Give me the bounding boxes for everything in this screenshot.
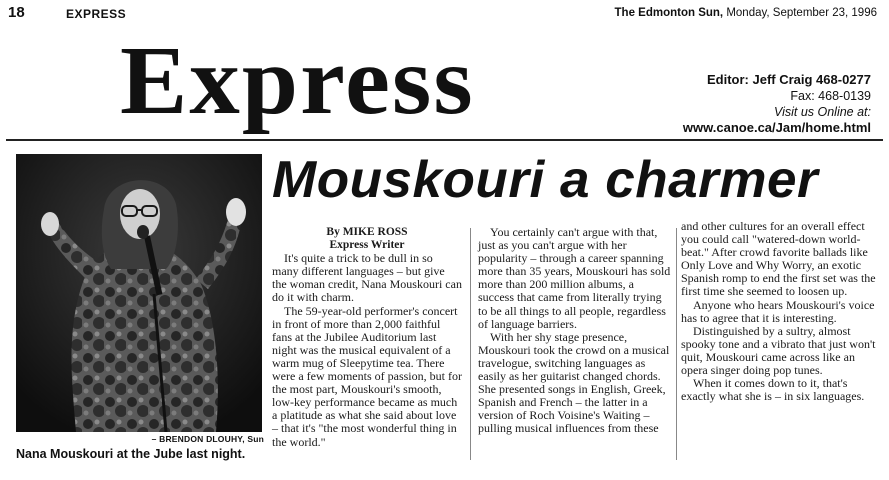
paragraph: With her shy stage presence, Mouskouri took the crowd on a musical travelogue, switching languages as easily as her guitarist changed chords. She presented songs in English, Greek, Spanish and French – the latter in a version of Roch Voisine's Waiting – pulling musical influences from these <box>478 329 670 436</box>
paragraph: You certainly can't argue with that, just as you can't argue with her popularity – through a career spanning more than 35 years, Mouskouri has sold more than 200 million albums, a success that came from literally trying to be all things to all people, regardless of language barriers. <box>478 225 671 331</box>
paragraph: The 59-year-old performer's concert in front of more than 2,000 faithful fans at the Jubilee Auditorium last night was the musical equivalent of a warm mug of Sleepytime tea. There were a few moments of passion, but for the most part, Mouskouri's smooth, low-key performance became as much a platitude as what she said about love – that it's "the most wonderful thing in the world." <box>272 303 462 449</box>
paragraph: Distinguished by a sultry, almost spooky tone and a vibrato that just won't quit, Mouskouri came across like an opera singer doing pop tunes. <box>681 323 876 378</box>
editor-contact-block <box>683 72 871 136</box>
article-column-1 <box>272 226 462 449</box>
visit-online-line: Visit us Online at: <box>773 105 871 119</box>
column-divider <box>470 228 471 460</box>
masthead-rule <box>6 139 883 141</box>
column-divider <box>676 228 677 460</box>
website-link[interactable]: www.canoe.ca/Jam/home.html <box>682 120 871 135</box>
paper-name: The Edmonton Sun, <box>614 7 724 19</box>
paragraph: It's quite a trick to be dull in so many different languages – but give the woman credit, Nana Mouskouri can do it with charm. <box>272 251 462 305</box>
photo-credit: – BRENDON DLOUHY, Sun <box>151 434 264 444</box>
dateline <box>615 7 877 19</box>
editor-line: Editor: Jeff Craig 468-0277 <box>706 72 871 87</box>
byline-name: By MIKE ROSS <box>326 226 408 238</box>
section-label: EXPRESS <box>66 7 127 21</box>
byline-title: Express Writer <box>329 239 405 252</box>
article-column-2 <box>478 226 672 436</box>
paragraph: Anyone who hears Mouskouri's voice has to agree that it is interesting. <box>681 297 875 325</box>
paragraph: and other cultures for an overall effect you could call "watered-down world-beat." After crowd favorite ballads like Only Love and Why Worry, an exotic Spanish romp to end the first set was the first time she seemed to loosen up. <box>681 219 876 299</box>
issue-date: Monday, September 23, 1996 <box>726 7 877 19</box>
photo-caption: Nana Mouskouri at the Jube last night. <box>16 447 246 461</box>
article-headline: Mouskouri a charmer <box>272 151 819 209</box>
singer-photo <box>16 154 262 432</box>
section-masthead: Express <box>120 27 475 135</box>
singer-photo-illustration <box>16 154 262 432</box>
article-column-3 <box>681 220 877 403</box>
page-number: 18 <box>8 4 25 21</box>
fax-line: Fax: 468-0139 <box>790 89 871 103</box>
paragraph: When it comes down to it, that's exactly what she is – in six languages. <box>681 376 865 404</box>
